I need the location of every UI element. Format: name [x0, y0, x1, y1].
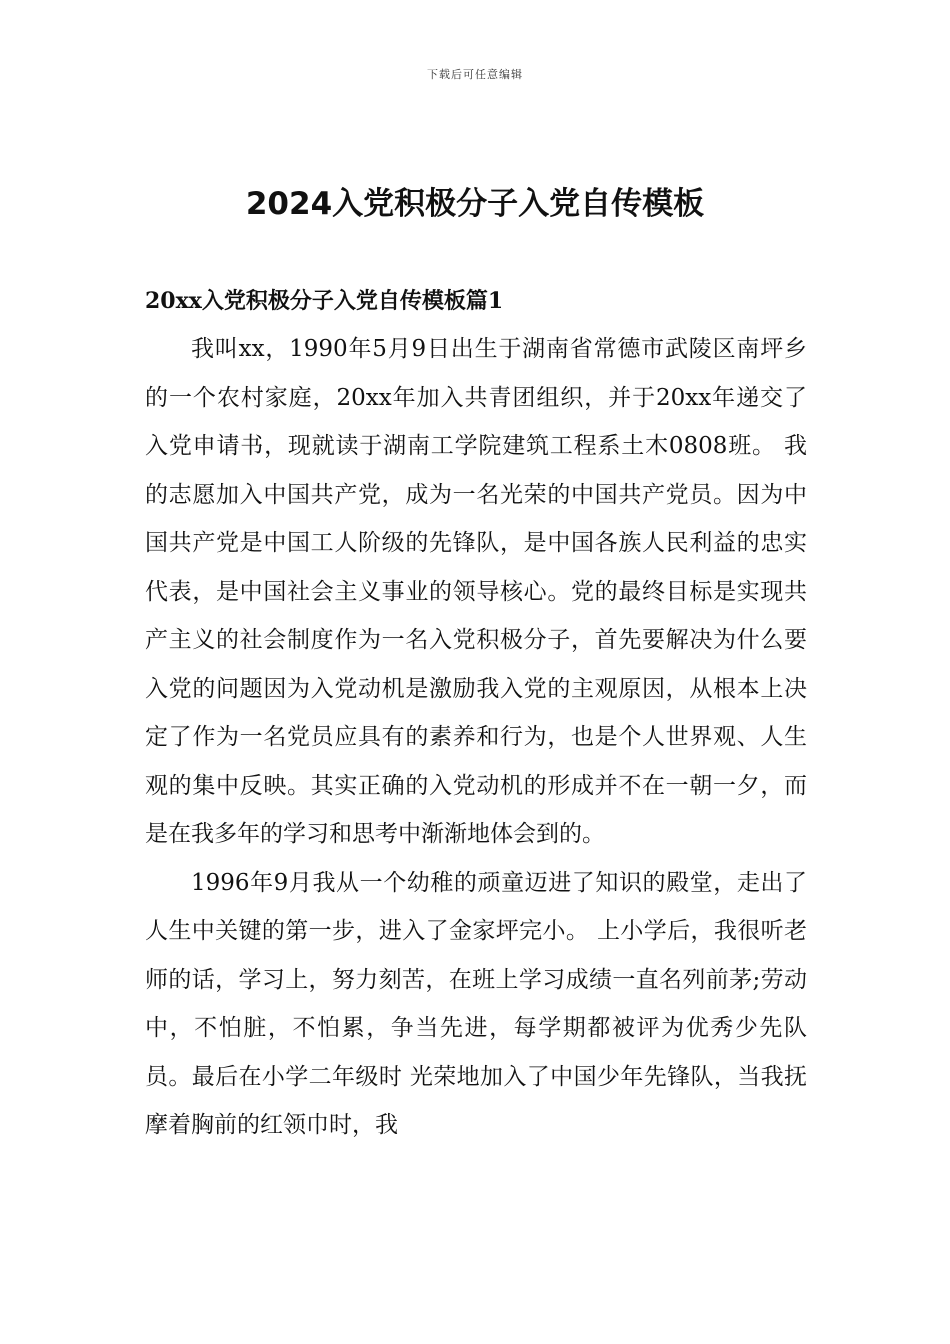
paragraph-1: 我叫xx，1990年5月9日出生于湖南省常德市武陵区南坪乡的一个农村家庭，20xx年加入共青团组织，并于20xx年递交了入党申请书，现就读于湖南工学院建筑工程系土木0808班。 我的志愿加入中国共产党，成为一名光荣的中国共产党员。因为中国共产党是中国工人阶级的先锋队，是中国各族人民利益的忠实代表，是中国社会主义事业的领导核心。党的最终目标是实现共产主义的社会制度作为一名入党积极分子，首先要解决为什么要入党的问题因为入党动机是激励我入党的主观原因，从根本上决定了作为一名党员应具有的素养和行为，也是个人世界观、人生观的集中反映。其实正确的入党动机的形成并不在一朝一夕，而是在我多年的学习和思考中渐渐地体会到的。 — [145, 336, 807, 847]
document-title: 2024入党积极分子入党自传模板 — [245, 186, 705, 222]
section-heading: 20xx入党积极分子入党自传模板篇1 — [145, 288, 504, 314]
header-note: 下载后可任意编辑 — [427, 68, 523, 81]
body-text — [145, 325, 807, 1150]
paragraph-2: 1996年9月我从一个幼稚的顽童迈进了知识的殿堂，走出了人生中关键的第一步，进入了金家坪完小。 上小学后，我很听老师的话，学习上，努力刻苦，在班上学习成绩一直名列前茅;劳动中，不怕脏，不怕累，争当先进，每学期都被评为优秀少先队员。最后在小学二年级时 光荣地加入了中国少年先锋队，当我抚摩着胸前的红领巾时，我 — [145, 869, 807, 1138]
